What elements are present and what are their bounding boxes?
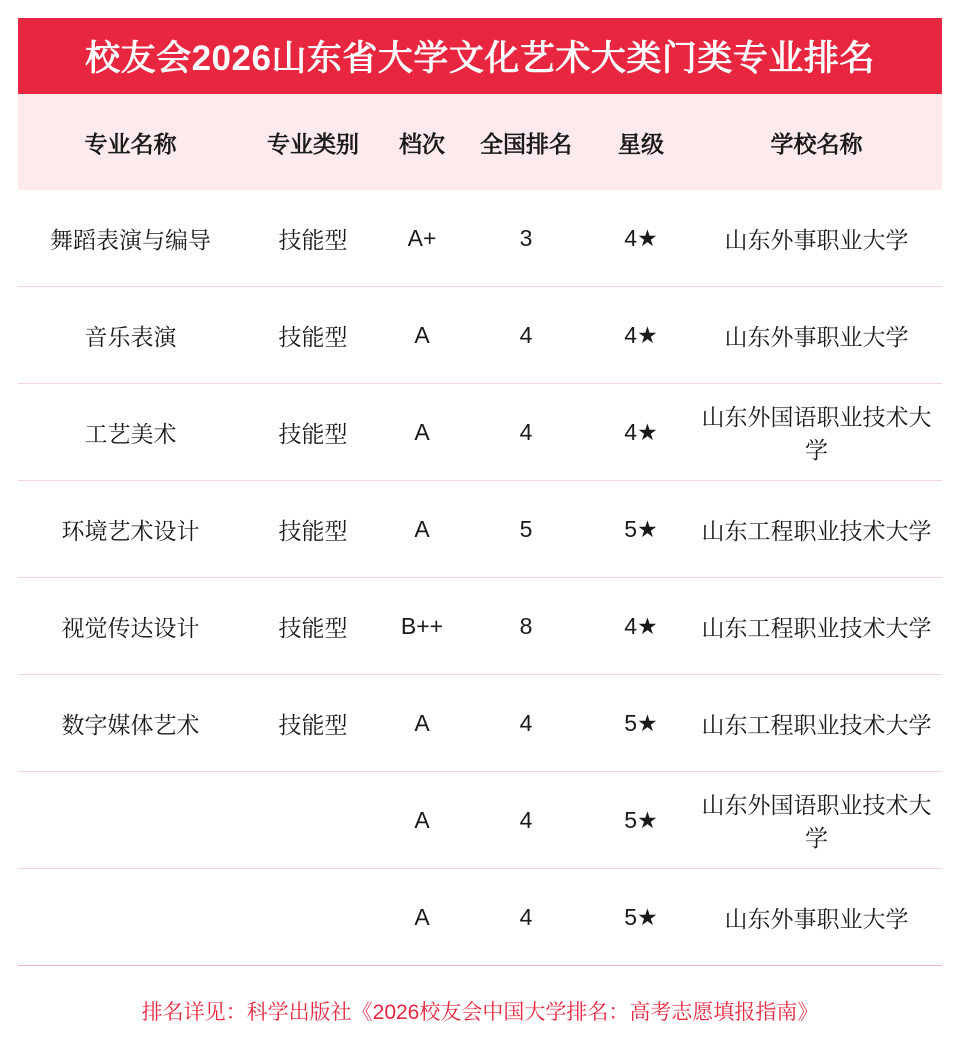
- page-title: [18, 18, 942, 94]
- table-header: [18, 94, 942, 190]
- cell-stars: 5★: [591, 675, 691, 772]
- cell-grade: A: [383, 869, 461, 966]
- table-row: [18, 578, 942, 675]
- cell-category: 技能型: [243, 287, 383, 384]
- table-row: [18, 869, 942, 966]
- cell-national-rank: 3: [461, 190, 591, 287]
- ranking-table-container: [18, 94, 942, 974]
- cell-national-rank: 4: [461, 772, 591, 869]
- cell-major: 音乐表演: [18, 287, 243, 384]
- cell-grade: A: [383, 481, 461, 578]
- cell-stars: 4★: [591, 578, 691, 675]
- table-row: [18, 675, 942, 772]
- table-row: [18, 772, 942, 869]
- cell-major: 数字媒体艺术: [18, 675, 243, 772]
- footer-note-text: 排名详见：科学出版社《2026校友会中国大学排名：高考志愿填报指南》: [141, 1001, 819, 1024]
- cell-major: 视觉传达设计: [18, 578, 243, 675]
- table-row: [18, 287, 942, 384]
- cell-major: 舞蹈表演与编导: [18, 190, 243, 287]
- ranking-table: [18, 94, 942, 966]
- cell-school: 山东外国语职业技术大学: [691, 772, 942, 869]
- cell-category: [243, 869, 383, 966]
- table-row: [18, 384, 942, 481]
- cell-category: 技能型: [243, 190, 383, 287]
- cell-school: 山东外事职业大学: [691, 287, 942, 384]
- page-title-text: 校友会2026山东省大学文化艺术大类门类专业排名: [85, 39, 875, 78]
- cell-school: 山东外国语职业技术大学: [691, 384, 942, 481]
- cell-major: [18, 869, 243, 966]
- table-row: [18, 190, 942, 287]
- cell-school: 山东外事职业大学: [691, 869, 942, 966]
- cell-school: 山东工程职业技术大学: [691, 675, 942, 772]
- cell-national-rank: 5: [461, 481, 591, 578]
- cell-stars: 5★: [591, 772, 691, 869]
- cell-major: 环境艺术设计: [18, 481, 243, 578]
- column-header-national-rank: 全国排名: [480, 130, 572, 157]
- cell-category: 技能型: [243, 578, 383, 675]
- cell-category: 技能型: [243, 675, 383, 772]
- cell-category: 技能型: [243, 481, 383, 578]
- cell-national-rank: 4: [461, 287, 591, 384]
- column-header-school: 学校名称: [770, 130, 863, 157]
- table-body: [18, 190, 942, 966]
- cell-category: [243, 772, 383, 869]
- footer-note: [18, 974, 942, 1048]
- column-header-major: 专业名称: [84, 130, 177, 157]
- cell-major: [18, 772, 243, 869]
- cell-stars: 4★: [591, 384, 691, 481]
- cell-major: 工艺美术: [18, 384, 243, 481]
- cell-category: 技能型: [243, 384, 383, 481]
- cell-grade: A: [383, 384, 461, 481]
- cell-grade: A: [383, 772, 461, 869]
- table-row: [18, 481, 942, 578]
- cell-stars: 5★: [591, 481, 691, 578]
- column-header-grade: 档次: [399, 130, 445, 157]
- cell-stars: 4★: [591, 190, 691, 287]
- cell-school: 山东外事职业大学: [691, 190, 942, 287]
- cell-national-rank: 4: [461, 869, 591, 966]
- column-header-category: 专业类别: [267, 130, 359, 157]
- cell-grade: A: [383, 287, 461, 384]
- cell-school: 山东工程职业技术大学: [691, 481, 942, 578]
- cell-stars: 5★: [591, 869, 691, 966]
- cell-grade: A+: [383, 190, 461, 287]
- cell-national-rank: 8: [461, 578, 591, 675]
- table-header-row: [18, 94, 942, 190]
- cell-grade: B++: [383, 578, 461, 675]
- cell-national-rank: 4: [461, 675, 591, 772]
- column-header-stars: 星级: [618, 130, 664, 157]
- cell-school: 山东工程职业技术大学: [691, 578, 942, 675]
- cell-national-rank: 4: [461, 384, 591, 481]
- cell-grade: A: [383, 675, 461, 772]
- cell-stars: 4★: [591, 287, 691, 384]
